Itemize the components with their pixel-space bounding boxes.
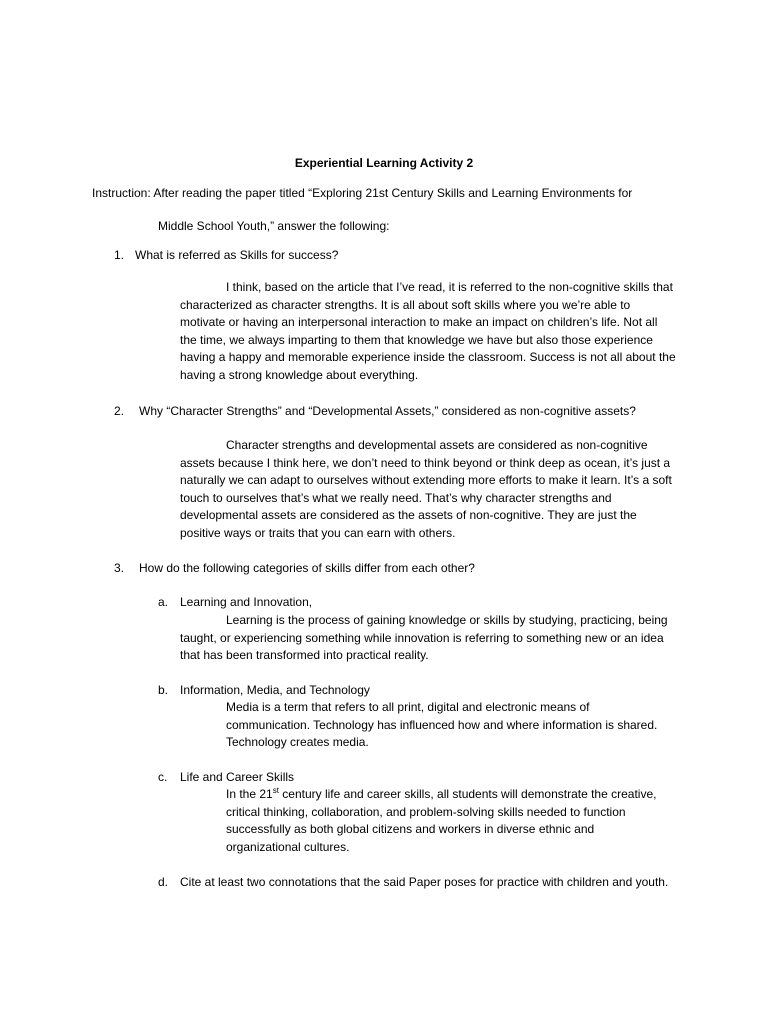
page-title: Experiential Learning Activity 2 [294, 156, 474, 170]
subitem-b-letter: b. [158, 683, 169, 697]
subitem-a-answer: Learning is the process of gaining knowledge or skills by studying, practicing, being taught, or experiencing something while innovation is referring to something new or an idea that has been transformed into practical reality. [180, 613, 668, 662]
subitem-c-answer-rest: century life and career skills, all students will demonstrate the creative, critical thinking, collaboration, and problem-solving skills needed to function successfully as both global citizens and workers in diverse ethnic and organizational cultures. [226, 787, 657, 854]
subitem-d-text: Cite at least two connotations that the said Paper poses for practice with children and youth. [180, 875, 669, 889]
subitem-b-answer: Media is a term that refers to all print, digital and electronic means of communication. Technology has influenced how and where information is shared. Technology creates media. [226, 700, 658, 749]
question-2-text: Why “Character Strengths” and “Developmental Assets,” considered as non-cognitive assets? [139, 404, 636, 418]
subitem-c-heading: Life and Career Skills [180, 770, 295, 784]
question-3-number: 3. [114, 561, 125, 575]
superscript-st: st [272, 786, 279, 795]
subitem-c-answer-start: In the 21 [226, 787, 273, 801]
question-2-number: 2. [114, 404, 125, 418]
subitem-c-answer [226, 786, 672, 856]
subitem-b-heading: Information, Media, and Technology [180, 683, 370, 697]
question-2-answer: Character strengths and developmental assets are considered as non-cognitive assets because I think here, we don’t need to think beyond or think deep as ocean, it’s just a naturally we can adapt to ourselves without extending more efforts to make it learn. It’s a soft touch to ourselves that’s what we really need. That’s why character strengths and developmental assets are considered as the assets of non-cognitive. They are just the positive ways or traits that you can earn with others. [180, 438, 672, 540]
subitem-d-letter: d. [158, 875, 169, 889]
subitem-c-letter: c. [158, 770, 168, 784]
instruction-line-1: Instruction: After reading the paper titled “Exploring 21st Century Skills and Learning Environments for [92, 186, 633, 200]
question-1-number: 1. [114, 248, 125, 262]
question-1-text: What is referred as Skills for success? [135, 248, 339, 262]
subitem-a-letter: a. [158, 595, 169, 609]
question-1-answer: I think, based on the article that I’ve read, it is referred to the non-cognitive skills that characterized as character strengths. It is all about soft skills where you we’re able to motivate or having an interpersonal interaction to make an impact on children’s life. Not all the time, we always imparting to them that knowledge we have but also those experience having a happy and memorable experience inside the classroom. Success is not all about the having a strong knowledge about everything. [180, 280, 676, 382]
instruction-line-2: Middle School Youth,” answer the following: [158, 219, 390, 233]
question-3-text: How do the following categories of skills differ from each other? [139, 561, 475, 575]
subitem-a-heading: Learning and Innovation, [180, 595, 313, 609]
